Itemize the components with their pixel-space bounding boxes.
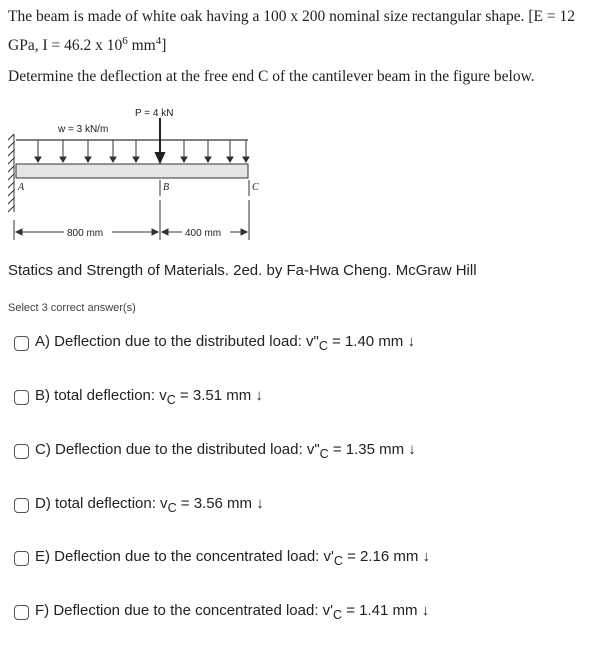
- checkbox-f[interactable]: [14, 605, 29, 620]
- distributed-load-arrows: [35, 140, 249, 162]
- checkbox-a[interactable]: [14, 336, 29, 351]
- answer-hint: Select 3 correct answer(s): [8, 302, 136, 314]
- checkbox-e[interactable]: [14, 551, 29, 566]
- option-b-label: B) total deflection: $v_C = 3.51$ mm ↓: [35, 387, 263, 407]
- problem-line-2: [8, 29, 593, 58]
- source-citation: Statics and Strength of Materials. 2ed. by Fa-Hwa Cheng. McGraw Hill: [8, 262, 477, 279]
- dimension-ab-label: 800 mm: [67, 228, 104, 239]
- answer-option-a[interactable]: [14, 333, 415, 353]
- label-b: B: [163, 182, 170, 193]
- question-text: Determine the deflection at the free end C of the cantilever beam in the figure below.: [8, 68, 535, 85]
- dimension-bc-label: 400 mm: [185, 228, 222, 239]
- distributed-load-label: w = 3 kN/m: [58, 124, 109, 135]
- problem-statement: [8, 4, 593, 58]
- option-c-label: C) Deflection due to the distributed load: $v"_C = 1.35$ mm ↓: [35, 441, 416, 461]
- label-a: A: [18, 182, 25, 193]
- closing-bracket: ]: [161, 37, 167, 55]
- checkbox-c[interactable]: [14, 444, 29, 459]
- unit-mm-text: mm: [127, 37, 156, 55]
- fixed-support-wall: [8, 134, 14, 212]
- exponent-6: 6: [122, 35, 128, 47]
- option-d-label: D) total deflection: $v_C = 3.56$ mm ↓: [35, 495, 264, 515]
- exponent-4: 4: [155, 35, 162, 47]
- answer-option-f[interactable]: [14, 602, 429, 622]
- point-load-label: P = 4 kN: [135, 108, 174, 119]
- checkbox-d[interactable]: [14, 498, 29, 513]
- beam-body: [16, 164, 248, 178]
- answer-option-b[interactable]: [14, 387, 263, 407]
- beam-diagram: [8, 104, 270, 254]
- problem-line-1: The beam is made of white oak having a 100 x 200 nominal size rectangular shape. [E = 12: [8, 8, 575, 25]
- answer-option-e[interactable]: [14, 548, 430, 568]
- answer-option-c[interactable]: [14, 441, 416, 461]
- beam-figure: [8, 104, 270, 254]
- answer-option-d[interactable]: [14, 495, 264, 515]
- moment-of-inertia-text: GPa, I = 46.2 x 10: [8, 37, 123, 55]
- option-e-label: E) Deflection due to the concentrated load: $v'_C = 2.16$ mm ↓: [35, 548, 431, 568]
- checkbox-b[interactable]: [14, 390, 29, 405]
- option-f-label: F) Deflection due to the concentrated load: $v'_C = 1.41$ mm ↓: [35, 602, 430, 622]
- label-c: C: [252, 182, 259, 193]
- option-a-label: A) Deflection due to the distributed load: $v"_C = 1.40$ mm ↓: [35, 333, 415, 353]
